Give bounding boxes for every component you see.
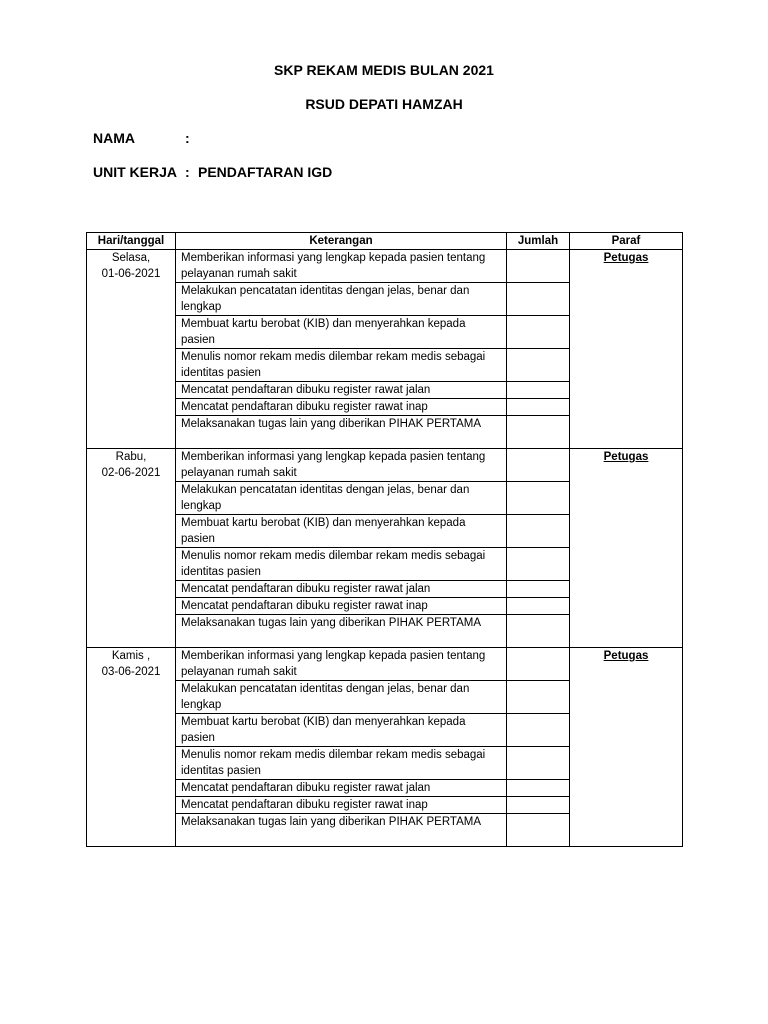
activity-cell: Membuat kartu berobat (KIB) dan menyerahkan kepada pasien [176, 714, 507, 747]
jumlah-cell [507, 316, 570, 349]
jumlah-cell [507, 814, 570, 847]
activity-cell: Mencatat pendaftaran dibuku register rawat jalan [176, 581, 507, 598]
paraf-petugas: Petugas [603, 252, 649, 264]
jumlah-cell [507, 449, 570, 482]
jumlah-cell [507, 349, 570, 382]
activity-cell: Melakukan pencatatan identitas dengan jelas, benar dan lengkap [176, 482, 507, 515]
header-keterangan: Keterangan [176, 233, 507, 250]
day-date: 02-06-2021 [101, 467, 161, 479]
day-name: Selasa, [111, 252, 151, 264]
table-row [87, 250, 683, 283]
activity-cell: Menulis nomor rekam medis dilembar rekam medis sebagai identitas pasien [176, 548, 507, 581]
header-paraf: Paraf [570, 233, 683, 250]
hospital-name: RSUD DEPATI HAMZAH [305, 96, 463, 112]
jumlah-cell [507, 416, 570, 449]
jumlah-cell [507, 515, 570, 548]
activity-cell: Memberikan informasi yang lengkap kepada pasien tentang pelayanan rumah sakit [176, 250, 507, 283]
day-date: 01-06-2021 [101, 268, 161, 280]
jumlah-cell [507, 615, 570, 648]
jumlah-cell [507, 780, 570, 797]
activity-cell: Menulis nomor rekam medis dilembar rekam medis sebagai identitas pasien [176, 747, 507, 780]
day-date: 03-06-2021 [101, 666, 161, 678]
unit-kerja-colon: : [185, 164, 190, 180]
paraf-cell [570, 648, 683, 847]
jumlah-cell [507, 598, 570, 615]
jumlah-cell [507, 797, 570, 814]
activity-cell: Menulis nomor rekam medis dilembar rekam medis sebagai identitas pasien [176, 349, 507, 382]
day-cell [87, 648, 176, 847]
nama-label: NAMA [93, 130, 135, 146]
nama-field [93, 130, 190, 146]
table-row [87, 648, 683, 681]
activity-cell: Mencatat pendaftaran dibuku register rawat jalan [176, 780, 507, 797]
header-jumlah: Jumlah [507, 233, 570, 250]
activity-cell: Melaksanakan tugas lain yang diberikan PIHAK PERTAMA [176, 615, 507, 648]
jumlah-cell [507, 382, 570, 399]
table-row [87, 449, 683, 482]
jumlah-cell [507, 747, 570, 780]
activity-cell: Mencatat pendaftaran dibuku register rawat inap [176, 399, 507, 416]
day-name: Rabu, [115, 451, 147, 463]
activity-cell: Mencatat pendaftaran dibuku register rawat inap [176, 797, 507, 814]
header-hari-tanggal: Hari/tanggal [87, 233, 176, 250]
day-name: Kamis , [111, 650, 151, 662]
paraf-petugas: Petugas [603, 451, 649, 463]
jumlah-cell [507, 283, 570, 316]
activity-cell: Membuat kartu berobat (KIB) dan menyerahkan kepada pasien [176, 515, 507, 548]
activity-cell: Memberikan informasi yang lengkap kepada pasien tentang pelayanan rumah sakit [176, 449, 507, 482]
unit-kerja-label: UNIT KERJA [93, 164, 178, 180]
jumlah-cell [507, 714, 570, 747]
day-cell [87, 449, 176, 648]
document-title: SKP REKAM MEDIS BULAN 2021 [274, 62, 494, 78]
jumlah-cell [507, 581, 570, 598]
jumlah-cell [507, 482, 570, 515]
paraf-cell [570, 250, 683, 449]
paraf-petugas: Petugas [603, 650, 649, 662]
activity-cell: Melakukan pencatatan identitas dengan jelas, benar dan lengkap [176, 283, 507, 316]
activity-cell: Mencatat pendaftaran dibuku register rawat inap [176, 598, 507, 615]
activity-cell: Mencatat pendaftaran dibuku register rawat jalan [176, 382, 507, 399]
jumlah-cell [507, 681, 570, 714]
table-header-row [87, 233, 683, 250]
paraf-cell [570, 449, 683, 648]
activity-cell: Melaksanakan tugas lain yang diberikan PIHAK PERTAMA [176, 814, 507, 847]
jumlah-cell [507, 250, 570, 283]
nama-colon: : [185, 130, 190, 146]
unit-kerja-value: PENDAFTARAN IGD [198, 164, 333, 180]
unit-kerja-field [93, 164, 333, 180]
activity-cell: Membuat kartu berobat (KIB) dan menyerahkan kepada pasien [176, 316, 507, 349]
activity-cell: Melakukan pencatatan identitas dengan jelas, benar dan lengkap [176, 681, 507, 714]
activity-cell: Memberikan informasi yang lengkap kepada pasien tentang pelayanan rumah sakit [176, 648, 507, 681]
table-body [87, 250, 683, 847]
jumlah-cell [507, 648, 570, 681]
day-cell [87, 250, 176, 449]
skp-table [86, 232, 683, 847]
jumlah-cell [507, 399, 570, 416]
jumlah-cell [507, 548, 570, 581]
activity-cell: Melaksanakan tugas lain yang diberikan PIHAK PERTAMA [176, 416, 507, 449]
